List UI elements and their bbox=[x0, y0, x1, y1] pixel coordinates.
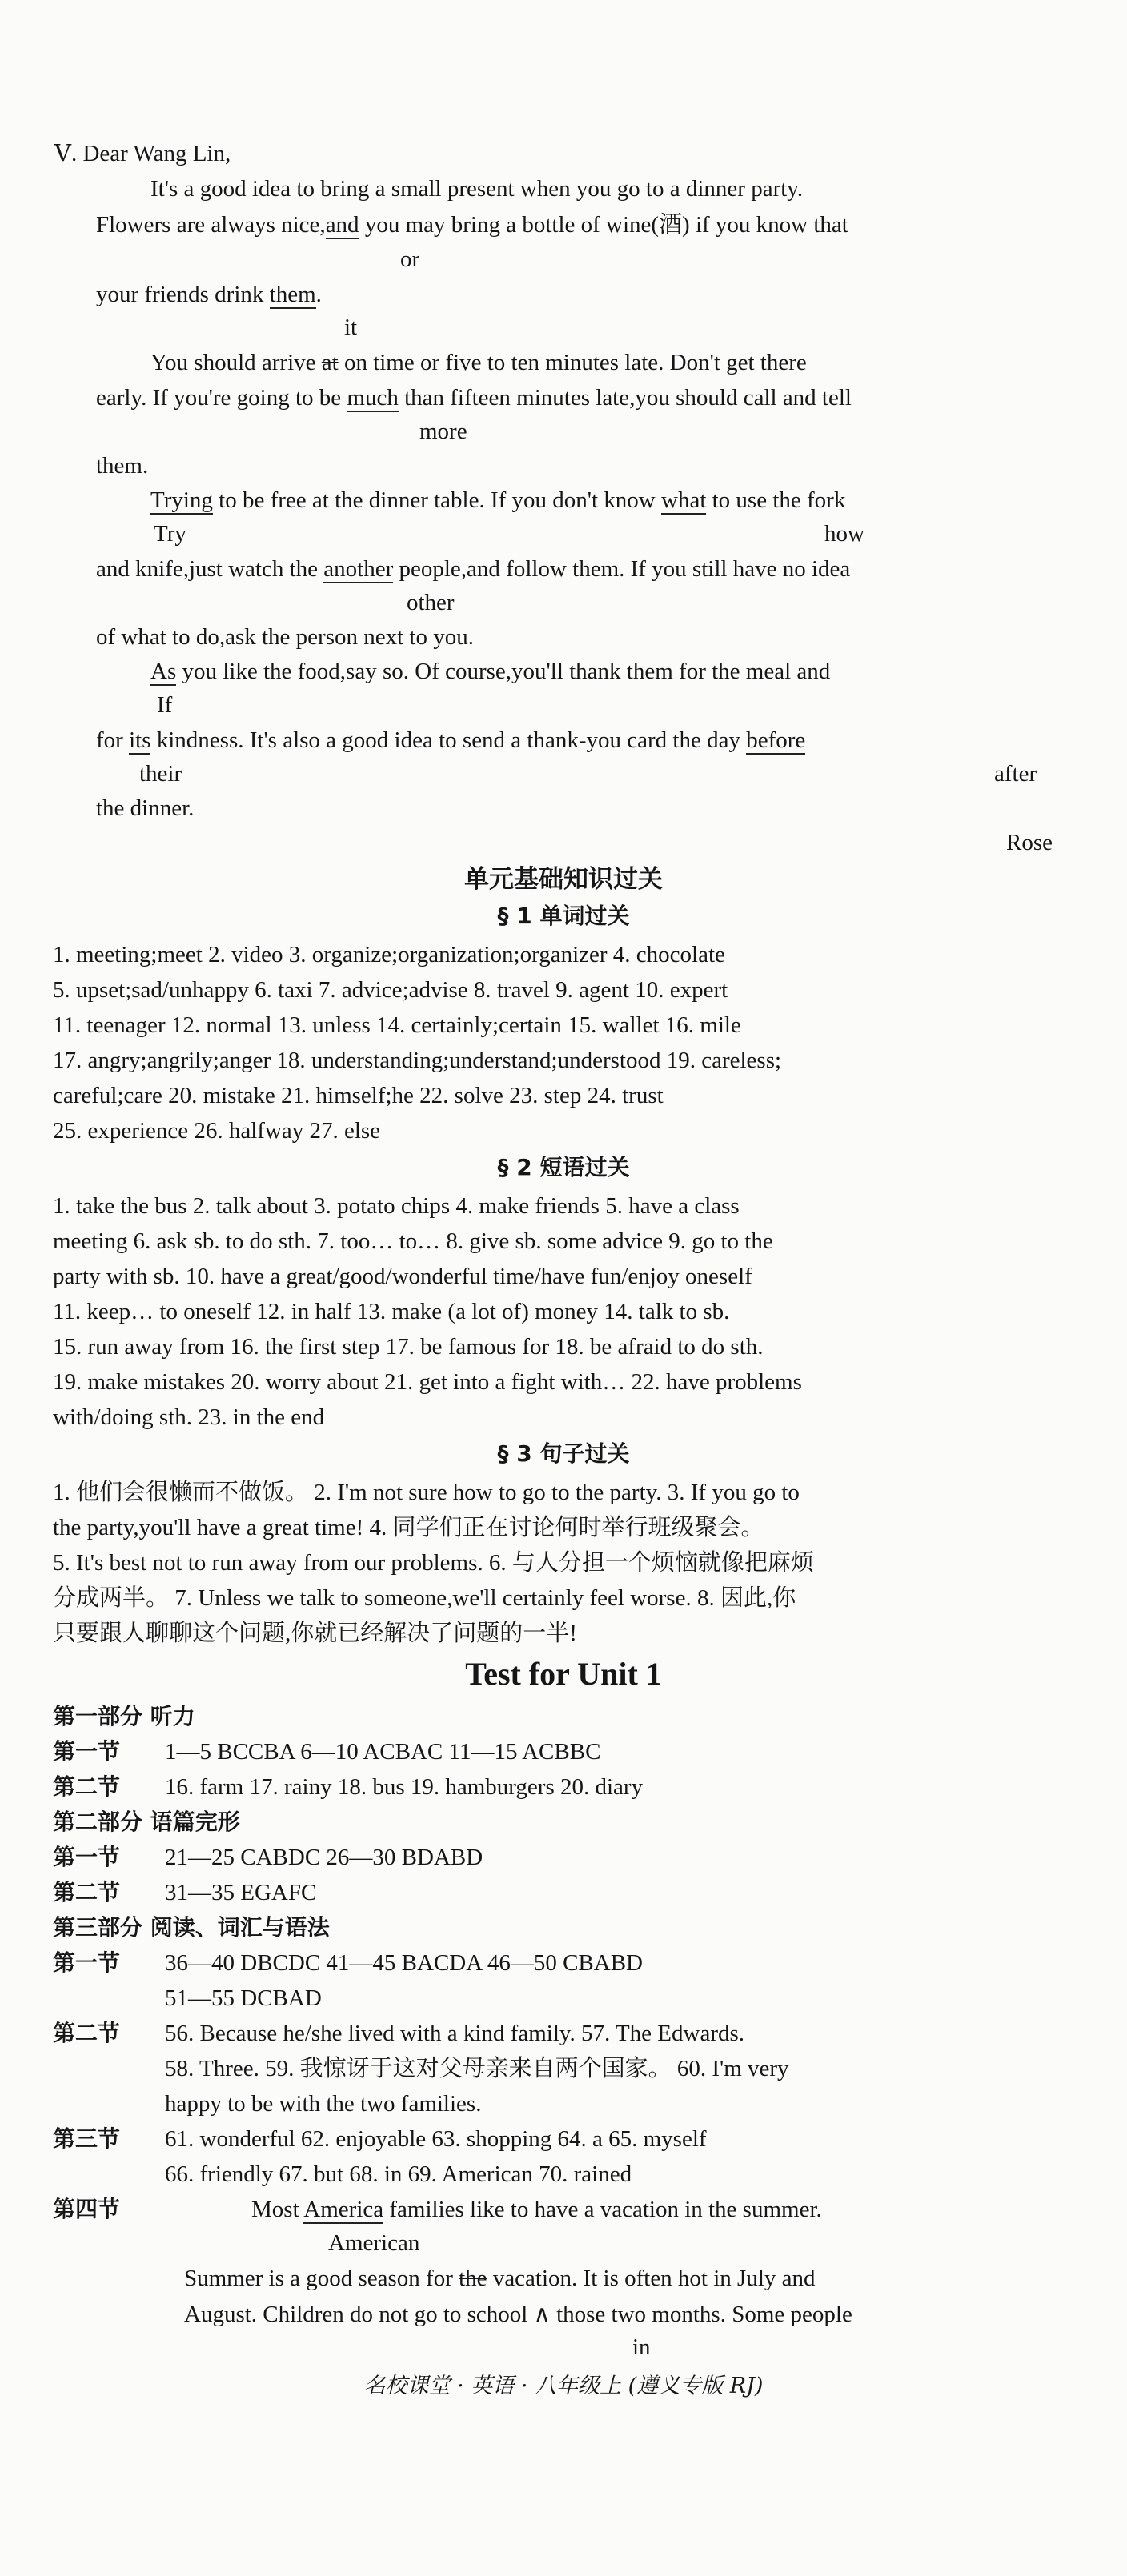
section-heading: § 2 短语过关 bbox=[497, 1154, 630, 1180]
answer-line: 5. upset;sad/unhappy 6. taxi 7. advice;advise 8. travel 9. agent 10. expert bbox=[53, 977, 728, 1003]
part-heading: 第三部分 阅读、词汇与语法 bbox=[53, 1914, 330, 1941]
answer-line: 分成两半。 7. Unless we talk to someone,we'll certainly feel worse. 8. 因此,你 bbox=[53, 1585, 796, 1611]
answer-line: party with sb. 10. have a great/good/wonderful time/have fun/enjoy oneself bbox=[53, 1264, 752, 1289]
letter-line: Trying to be free at the dinner table. If you don't know what to use the fork bbox=[150, 487, 846, 513]
error-word: them bbox=[269, 282, 316, 307]
error-word: much bbox=[347, 385, 399, 411]
section-label: 第二节 bbox=[53, 2020, 121, 2046]
answer-line: Most America families like to have a vacation in the summer. bbox=[251, 2197, 822, 2222]
error-word: Trying bbox=[150, 487, 213, 513]
correction: or bbox=[400, 246, 420, 272]
test-title: Test for Unit 1 bbox=[465, 1656, 662, 1692]
answer-line: 1—5 BCCBA 6—10 ACBAC 11—15 ACBBC bbox=[165, 1739, 601, 1765]
deleted-word: the bbox=[459, 2266, 487, 2291]
section-label: 第四节 bbox=[53, 2196, 121, 2222]
answer-line: 17. angry;angrily;anger 18. understanding;understand;understood 19. careless; bbox=[53, 1048, 782, 1073]
answer-line: 25. experience 26. halfway 27. else bbox=[53, 1118, 381, 1144]
letter-line: your friends drink them. bbox=[96, 282, 322, 307]
correction: Try bbox=[154, 521, 186, 547]
correction: after bbox=[994, 761, 1037, 787]
letter-line: for its kindness. It's also a good idea to send a thank-you card the day before bbox=[96, 727, 806, 753]
section-label: 第三节 bbox=[53, 2125, 121, 2152]
section-label: 第二节 bbox=[53, 1773, 121, 1800]
letter-line: and knife,just watch the another people,and follow them. If you still have no idea bbox=[96, 556, 851, 582]
answer-line: meeting 6. ask sb. to do sth. 7. too… to… 8. give sb. some advice 9. go to the bbox=[53, 1228, 773, 1254]
answer-line: 1. take the bus 2. talk about 3. potato chips 4. make friends 5. have a class bbox=[53, 1193, 740, 1219]
answer-line: 15. run away from 16. the first step 17. be famous for 18. be afraid to do sth. bbox=[53, 1334, 764, 1360]
section-heading: § 1 单词过关 bbox=[497, 903, 630, 929]
section-label: Ⅴ. bbox=[54, 141, 78, 166]
answer-line: with/doing sth. 23. in the end bbox=[53, 1404, 325, 1430]
error-word: America bbox=[303, 2197, 384, 2222]
answer-line: 11. keep… to oneself 12. in half 13. make (a lot of) money 14. talk to sb. bbox=[53, 1299, 730, 1324]
letter-line: Flowers are always nice,and you may bring a bottle of wine(酒) if you know that bbox=[96, 212, 848, 238]
letter-line: the dinner. bbox=[96, 795, 195, 821]
section-label: 第一节 bbox=[53, 1949, 121, 1976]
letter-line: You should arrive at on time or five to ten minutes late. Don't get there bbox=[150, 350, 807, 375]
answer-line: Summer is a good season for the vacation. It is often hot in July and bbox=[184, 2266, 816, 2291]
answer-line: 31—35 EGAFC bbox=[165, 1880, 317, 1905]
answer-line: 61. wonderful 62. enjoyable 63. shopping 64. a 65. myself bbox=[165, 2126, 707, 2152]
section-label: 第二节 bbox=[53, 1879, 121, 1905]
error-word: another bbox=[323, 556, 394, 582]
answer-line: 19. make mistakes 20. worry about 21. get into a fight with… 22. have problems bbox=[53, 1369, 802, 1395]
section-label: 第一节 bbox=[53, 1844, 121, 1870]
answer-line: 16. farm 17. rainy 18. bus 19. hamburgers 20. diary bbox=[165, 1774, 644, 1800]
error-word: before bbox=[746, 727, 806, 753]
letter-line: them. bbox=[96, 453, 149, 479]
correction: more bbox=[419, 419, 467, 444]
signature: Rose bbox=[1006, 830, 1053, 855]
part-heading: 第二部分 语篇完形 bbox=[53, 1809, 240, 1835]
letter-line: early. If you're going to be much than fifteen minutes late,you should call and tell bbox=[96, 385, 852, 411]
answer-line: careful;care 20. mistake 21. himself;he 22. solve 23. step 24. trust bbox=[53, 1083, 664, 1108]
deleted-word: at bbox=[321, 350, 339, 375]
unit-review-title: 单元基础知识过关 bbox=[464, 865, 663, 894]
insert-mark: ∧ bbox=[533, 2300, 551, 2327]
answer-line: the party,you'll have a great time! 4. 同学们正在讨论何时举行班级聚会。 bbox=[53, 1515, 764, 1540]
correction: how bbox=[824, 521, 864, 547]
answer-line: August. Children do not go to school ∧ those two months. Some people bbox=[184, 2300, 852, 2327]
section-heading: § 3 句子过关 bbox=[497, 1440, 630, 1467]
correction: it bbox=[344, 314, 358, 340]
correction: their bbox=[139, 761, 182, 787]
page-footer: 名校课堂 · 英语 · 八年级上 (遵义专版 RJ) bbox=[363, 2374, 764, 2398]
answer-line: 36—40 DBCDC 41—45 BACDA 46—50 CBABD bbox=[165, 1950, 643, 1976]
answer-line: 21—25 CABDC 26—30 BDABD bbox=[165, 1845, 483, 1870]
answer-line: 5. It's best not to run away from our problems. 6. 与人分担一个烦恼就像把麻烦 bbox=[53, 1550, 814, 1576]
answer-line: happy to be with the two families. bbox=[165, 2091, 482, 2117]
correction: American bbox=[328, 2230, 420, 2256]
correction: in bbox=[632, 2334, 651, 2360]
answer-line: 66. friendly 67. but 68. in 69. American 70. rained bbox=[165, 2161, 632, 2187]
answer-line: 58. Three. 59. 我惊讶于这对父母亲来自两个国家。 60. I'm very bbox=[165, 2056, 789, 2081]
section-label: 第一节 bbox=[53, 1738, 121, 1765]
greeting: Dear Wang Lin, bbox=[82, 141, 231, 166]
error-word: what bbox=[661, 487, 707, 513]
part-heading: 第一部分 听力 bbox=[53, 1703, 195, 1729]
letter-line: As you like the food,say so. Of course,you'll thank them for the meal and bbox=[150, 659, 831, 684]
answer-line: 1. 他们会很懒而不做饭。 2. I'm not sure how to go to the party. 3. If you go to bbox=[53, 1480, 800, 1505]
answer-line: 11. teenager 12. normal 13. unless 14. certainly;certain 15. wallet 16. mile bbox=[53, 1012, 741, 1038]
letter-greeting bbox=[54, 140, 231, 168]
answer-line: 只要跟人聊聊这个问题,你就已经解决了问题的一半! bbox=[53, 1621, 577, 1646]
answer-line: 1. meeting;meet 2. video 3. organize;organization;organizer 4. chocolate bbox=[53, 942, 725, 968]
letter-line: It's a good idea to bring a small present when you go to a dinner party. bbox=[150, 176, 804, 202]
correction: If bbox=[157, 692, 173, 718]
error-word: its bbox=[129, 727, 151, 753]
letter-line: of what to do,ask the person next to you. bbox=[96, 624, 474, 650]
answer-line: 51—55 DCBAD bbox=[165, 1985, 322, 2011]
error-word: As bbox=[150, 659, 177, 684]
error-word: and bbox=[325, 212, 359, 238]
answer-line: 56. Because he/she lived with a kind family. 57. The Edwards. bbox=[165, 2021, 745, 2046]
correction: other bbox=[407, 590, 455, 615]
